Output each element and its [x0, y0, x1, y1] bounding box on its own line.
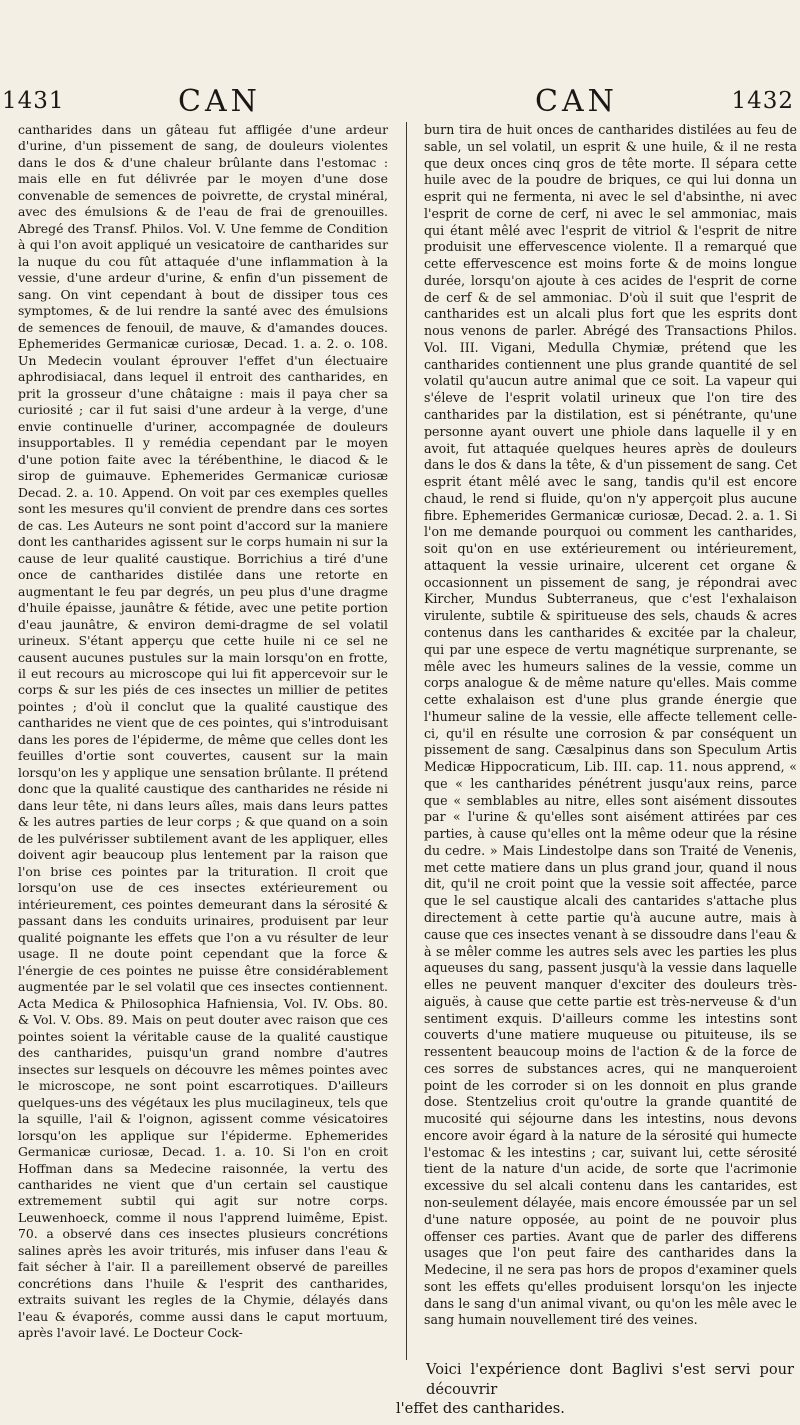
- closing-line-1: Voici l'expérience dont Baglivi s'est servi pour découvrir: [426, 1361, 794, 1398]
- page-number-left: 1431: [2, 88, 65, 114]
- running-header: [0, 0, 800, 125]
- page-number-right: 1432: [731, 88, 794, 114]
- right-column-text: burn tira de huit onces de cantharides distilées au feu de sable, un sel volatil, un esprit & une huile, & il ne resta que deux onces cinq gros de tête morte. Il sépara cette huile avec de la poudre de briques, ce qui lui donna un esprit qui ne fermenta, ni avec le sel d'absinthe, ni avec l'esprit de corne de cerf, ni avec le sel ammoniac, mais qui étant mêlé avec l'esprit de vitriol & l'esprit de nitre produisit une effervescence violente. Il a remarqué que cette effervescence est moins forte & de moins longue durée, lorsqu'on ajoute à ces acides de l'esprit de corne de cerf & de sel ammoniac. D'où il suit que l'esprit de cantharides est un alcali plus fort que les esprits dont nous venons de parler. Abrégé des Transactions Philos. Vol. III. Vigani, Medulla Chymiæ, prétend que les cantharides contiennent une plus grande quantité de sel volatil qu'aucun autre animal que ce soit. La vapeur qui s'éleve de l'esprit volatil urineux que l'on tire des cantharides par la distilation, est si pénétrante, qu'une personne ayant ouvert une phiole dans laquelle il y en avoit, fut attaquée quelques heures après de douleurs dans le dos & dans la tête, & d'un pissement de sang. Cet esprit étant mêlé avec le sang, tandis qu'il est encore chaud, le rend si fluide, qu'on n'y apperçoit plus aucune fibre. Ephemerides Germanicæ curiosæ, Decad. 2. a. 1. Si l'on me demande pourquoi ou comment les cantharides, soit qu'on en use extérieurement ou intérieurement, attaquent la vessie urinaire, ulcerent cet organe & occasionnent un pissement de sang, je répondrai avec Kircher, Mundus Subterraneus, que c'est l'exhalaison virulente, subtile & spiritueuse des sels, chauds & acres contenus dans les cantharides & excitée par la chaleur, qui par une espece de vertu magnétique surprenante, se mêle avec les humeurs salines de la vessie, comme un corps analogue & de même nature qu'elles. Mais comme cette exhalaison est d'une plus grande énergie que l'humeur saline de la vessie, elle affecte tellement celle-ci, qu'il en résulte une corrosion & par conséquent un pissement de sang. Cæsalpinus dans son Speculum Artis Medicæ Hippocraticum, Lib. III. cap. 11. nous apprend, « que « les cantharides pénétrent jusqu'aux reins, parce que « semblables au nitre, elles sont aisément dissoutes par « l'urine & qu'elles sont aisément attirées par ces parties, à cause qu'elles ont la même odeur que la résine du cedre. » Mais Lindestolpe dans son Traité de Venenis, met cette matiere dans un plus grand jour, quand il nous dit, qu'il ne croit point que la vessie soit affectée, parce que le sel caustique alcali des cantarides s'attache plus directement à cette partie qu'à aucune autre, mais à cause que ces insectes venant à se dissoudre dans l'eau & à se mêler comme les autres sels avec les parties les plus aqueuses du sang, passent jusqu'à la vessie dans laquelle elles ne peuvent manquer d'exciter des douleurs très-aiguës, à cause que cette partie est très-nerveuse & d'un sentiment exquis. D'ailleurs comme les intestins sont couverts d'une matiere muqueuse ou pituiteuse, ils se ressentent beaucoup moins de l'action & de la force de ces sorres de substances acres, qui ne manqueroient point de les corroder si on les donnoit en plus grande dose. Stentzelius croit qu'outre la grande quantité de mucosité qui séjourne dans les intestins, nous devons encore avoir égard à la nature de la sérosité qui humecte l'estomac & les intestins ; car, suivant lui, cette sérosité tient de la nature d'un acide, de sorte que l'acrimonie excessive du sel alcali contenu dans les cantarides, est non-seulement délayée, mais encore émoussée par un sel d'une nature opposée, au point de ne pouvoir plus offenser ces parties. Avant que de parler des differens usages que l'on peut faire des cantharides dans la Medecine, il ne sera pas hors de propos d'examiner quels sont les effets qu'elles produisent lorsqu'on les injecte dans le sang d'un animal vivant, ou qu'on les mêle avec le sang humain nouvellement tiré des veines.: [424, 122, 797, 1328]
- headword-right: CAN: [535, 84, 618, 119]
- headword-left: CAN: [178, 84, 261, 119]
- closing-line-2: l'effet des cantharides.: [396, 1400, 565, 1418]
- closing-paragraph: [396, 1360, 794, 1419]
- column-divider: [406, 122, 407, 1404]
- left-column-text: cantharides dans un gâteau fut affligée d'une ardeur d'urine, d'un pissement de sang, de douleurs violentes dans le dos & d'une chaleur brûlante dans l'estomac : mais elle en fut délivrée par le moyen d'une dose convenable de semences de poivrette, de crystal minéral, avec des émulsions & de l'eau de frai de grenouilles. Abregé des Transf. Philos. Vol. V. Une femme de Condition à qui l'on avoit appliqué un vesicatoire de cantharides sur la nuque du cou fût attaquée d'une inflammation à la vessie, d'une ardeur d'urine, & enfin d'un pissement de sang. On vint cependant à bout de dissiper tous ces symptomes, & de lui rendre la santé avec des émulsions de semences de fenouil, de mauve, & d'amandes douces. Ephemerides Germanicæ curiosæ, Decad. 1. a. 2. o. 108. Un Medecin voulant éprouver l'effet d'un électuaire aphrodisiacal, dans lequel il entroit des cantharides, en prit la grosseur d'une châtaigne : mais il paya cher sa curiosité ; car il fut saisi d'une ardeur à la verge, d'une envie continuelle d'uriner, accompagnée de douleurs insupportables. Il y remédia cependant par le moyen d'une potion faite avec la térébenthine, le diacod & le sirop de guimauve. Ephemerides Germanicæ curiosæ Decad. 2. a. 10. Append. On voit par ces exemples quelles sont les mesures qu'il convient de prendre dans ces sortes de cas. Les Auteurs ne sont point d'accord sur la maniere dont les cantharides agissent sur le corps humain ni sur la cause de leur qualité caustique. Borrichius a tiré d'une once de cantharides distilée dans une retorte en augmentant le feu par degrés, un peu plus d'une dragme d'huile épaisse, jaunâtre & fétide, avec une petite portion d'eau jaunâtre, & environ demi-dragme de sel volatil urineux. S'étant apperçu que cette huile ni ce sel ne causent aucunes pustules sur la main lorsqu'on en frotte, il eut recours au microscope qui lui fit appercevoir sur le corps & sur les piés de ces insectes un millier de petites pointes ; d'où il conclut que la qualité caustique des cantharides ne vient que de ces pointes, qui s'introduisant dans les pores de l'épiderme, de même que celles dont les feuilles d'ortie sont couvertes, causent sur la main lorsqu'on les y applique une sensation brûlante. Il prétend donc que la qualité caustique des cantharides ne réside ni dans leur tête, ni dans leurs aîles, mais dans leurs pattes & les autres parties de leur corps ; & que quand on a soin de les pulvérisser subtilement avant de les appliquer, elles doivent agir beaucoup plus lentement par la raison que l'on brise ces pointes par la trituration. Il croit que lorsqu'on use de ces insectes extérieurement ou intérieurement, ces pointes demeurant dans la sérosité & passant dans les conduits urinaires, produisent par leur qualité poignante les effets que l'on a vu résulter de leur usage. Il ne doute point cependant que la force & l'énergie de ces pointes ne puisse être considérablement augmentée par le sel volatil que ces insectes contiennent. Acta Medica & Philosophica Hafniensia, Vol. IV. Obs. 80. & Vol. V. Obs. 89. Mais on peut douter avec raison que ces pointes soient la véritable cause de la qualité caustique des cantharides, puisqu'un grand nombre d'autres insectes sur lesquels on découvre les mêmes pointes avec le microscope, ne sont point escarrotiques. D'ailleurs quelques-uns des végétaux les plus mucilagineux, tels que la squille, l'ail & l'oignon, agissent comme vésicatoires lorsqu'on les applique sur l'épiderme. Ephemerides Germanicæ curiosæ, Decad. 1. a. 10. Si l'on en croit Hoffman dans sa Medecine raisonnée, la vertu des cantharides ne vient que d'un certain sel caustique extremement subtil qui agit sur notre corps. Leuwenhoeck, comme il nous l'apprend luimême, Epist. 70. a observé dans ces insectes plusieurs concrétions salines après les avoir triturés, mis infuser dans l'eau & fait sécher à l'air. Il a pareillement observé de pareilles concrétions dans l'huile & l'esprit des cantharides, extraits suivant les regles de la Chymie, délayés dans l'eau & évaporés, comme aussi dans le caput mortuum, après l'avoir lavé. Le Docteur Cock-: [18, 122, 388, 1341]
